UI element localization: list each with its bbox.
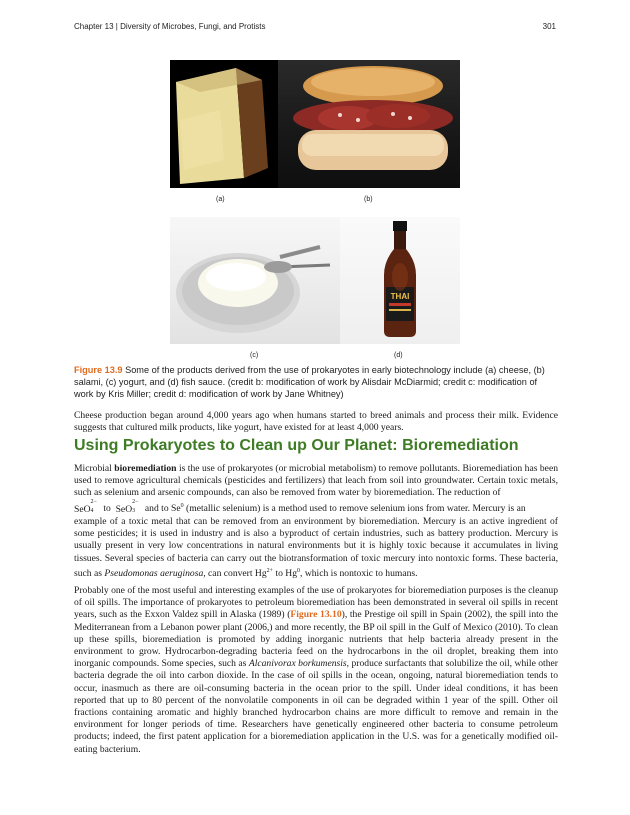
panel-label-d: (d)	[394, 352, 403, 359]
text-span: (metallic selenium) is a method used to remove selenium ions from water. Mercury is an	[183, 503, 526, 515]
paragraph-cheese: Cheese production began around 4,000 years ago when humans started to breed animals and process their milk. Evidence suggests that cultured milk products, like yogurt, have existed for at least 4,000 years.	[74, 410, 558, 434]
panel-label-c: (c)	[250, 352, 259, 359]
chapter-title: Chapter 13 | Diversity of Microbes, Fungi, and Protists	[74, 22, 266, 31]
section-heading: Using Prokaryotes to Clean up Our Planet: Bioremediation	[74, 437, 519, 454]
formula-seo4	[74, 501, 99, 516]
species-name: Alcanivorax borkumensis	[248, 658, 347, 670]
formula-sub: 3	[132, 508, 136, 515]
text-span: and to Se	[144, 503, 181, 515]
text-span: Probably one of the most useful and interesting examples of the use of prokaryotes for bioremediation purposes is the cleanup of oil spills. The importance of prokaryotes to petroleum bioremediation has been demonstrated in several oil spills in recent years, such as the Exxon Valdez spill in Alaska (1989) (	[74, 585, 558, 621]
figure-link[interactable]: Figure 13.10	[290, 609, 342, 621]
formula-sup: 0	[297, 567, 301, 574]
page-number: 301	[542, 22, 556, 31]
caption-text: Some of the products derived from the use of prokaryotes in early biotechnology include (a) cheese, (b) salami, (c) yogurt, and (d) fish sauce. (credit b: modification of work by Alisdair McDiarmid; credit c: modification of work by Kris Miller; credit d: modification of work by Jane Whitney)	[74, 365, 545, 399]
panel-label-b: (b)	[364, 196, 373, 203]
formula-text: SeO	[115, 504, 133, 516]
text-span: is the use of prokaryotes (or microbial metabolism) to remove pollutants. Bioremediation has been used to remove agricultural chemicals (pesticides and fertilizers) that leach from soil into groundwater. Certain toxic metals, such as selenium and arsenic compounds, can also be removed from water by bioremediation. The reduction of	[74, 463, 558, 499]
fish-sauce-photo	[340, 217, 460, 344]
bottle-label-text: THAI	[390, 292, 410, 301]
term-bioremediation: bioremediation	[114, 463, 177, 474]
formula-text: SeO	[74, 504, 91, 516]
formula-sup: 2+	[266, 567, 274, 574]
text-span: , which is nontoxic to humans.	[300, 568, 418, 579]
paragraph-mercury	[74, 516, 558, 580]
figure-label[interactable]: Figure 13.9	[74, 365, 123, 375]
yogurt-photo	[170, 217, 340, 344]
page-header	[74, 22, 556, 31]
formula-sub: 4	[90, 508, 94, 515]
text-span: to	[103, 503, 111, 515]
panel-label-a: (a)	[216, 196, 225, 203]
text-span: to Hg	[273, 568, 298, 579]
formula-sup: 0	[180, 503, 184, 509]
species-name: Pseudomonas aeruginosa	[104, 568, 204, 579]
text-span: Microbial	[74, 463, 115, 474]
paragraph-oil-spills	[74, 585, 558, 756]
cheese-photo	[170, 60, 278, 188]
text-span: , produce surfactants that solubilize the oil, while other bacteria degrade the oil into carbon dioxide. In the case of oil spills in the ocean, ongoing, natural bioremediation tends to occur, inasmuch as there are oil-consuming bacteria in the ocean prior to the spill. Under ideal conditions, it has been reported that up to 80 percent of the nonvolatile components in oil can be degraded within 1 year of the spill. Other oil fractions containing aromatic and highly branched hydrocarbon chains are more difficult to remove and remain in the environment for longer periods of time. Researchers have genetically engineered other bacteria to consume petroleum products; indeed, the first patent application for a bioremediation application in the U.S. was for a genetically modified oil-eating bacterium.	[74, 658, 558, 755]
paragraph-bioremediation-intro	[74, 463, 558, 500]
salami-sandwich-photo	[278, 60, 460, 188]
text-span: ), the Prestige oil spill in Spain (2002), the spill into the Mediterranean from a Lebanon power plant (2006,) and more recently, the BP oil spill in the Gulf of Mexico (2010). To clean up these spills, bioremediation is promoted by adding inorganic nutrients that help bacteria already present in the environment to grow. Hydrocarbon-degrading bacteria feed on the hydrocarbons in the oil droplet, breaking them into inorganic compounds. Some species, such as	[74, 609, 558, 670]
text-span: , can convert Hg	[203, 568, 267, 579]
formula-sup: 2−	[90, 499, 97, 506]
figure-caption	[74, 364, 558, 400]
formula-sup: 2−	[132, 499, 139, 506]
formula-seo3	[116, 501, 141, 516]
text-span: example of a toxic metal that can be removed from an environment by bioremediation. Mercury is an active ingredient of some pesticides; it is used in industry and is also a byproduct of certain industries, such as battery production. Mercury is usually present in very low concentrations in natural environments but it is highly toxic because it accumulates in living tissues. Several species of bacteria can carry out the biotransformation of toxic mercury into nontoxic forms. These bacteria, such as	[74, 516, 558, 579]
